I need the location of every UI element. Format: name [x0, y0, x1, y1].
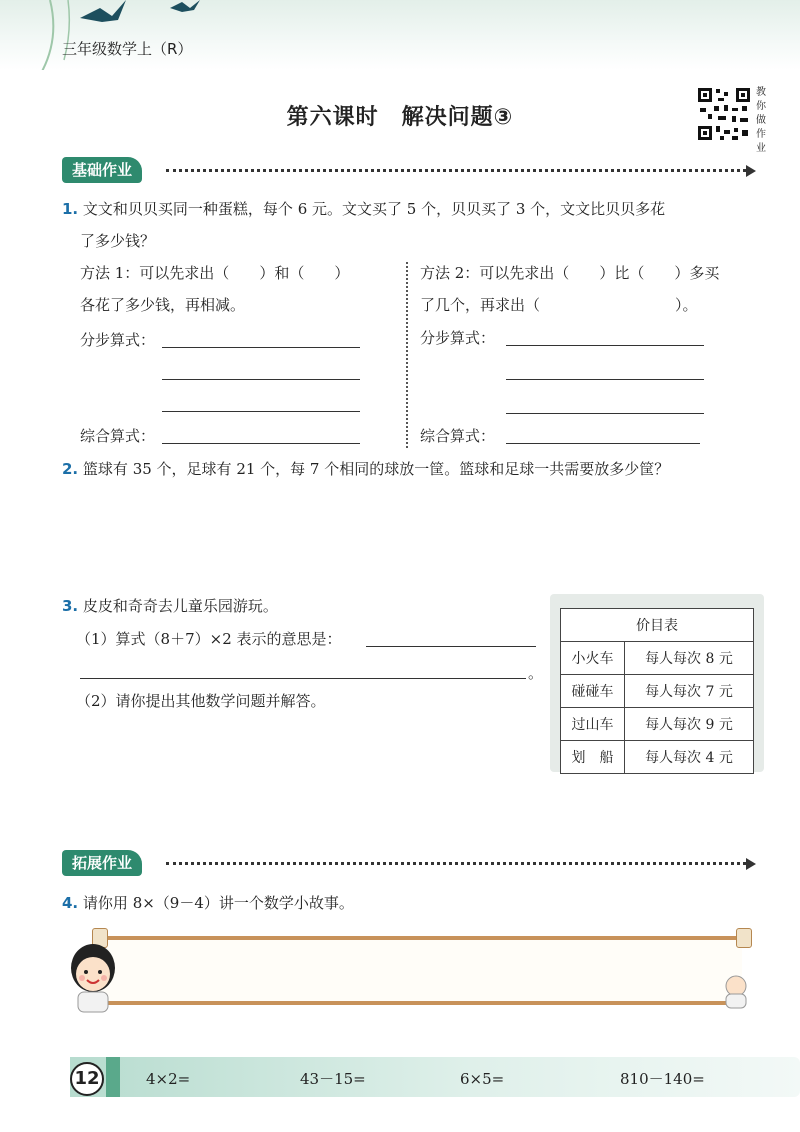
page-number: 12: [70, 1062, 104, 1096]
method1-line1: 方法 1：可以先求出（ ）和（ ）: [80, 264, 350, 282]
q4-line: [62, 892, 354, 914]
grade-label: 三年级数学上（R）: [62, 40, 193, 58]
q2-line: [62, 458, 774, 480]
method1-step-line[interactable]: [162, 379, 360, 380]
q2-text: 篮球有 35 个，足球有 21 个，每 7 个相同的球放一筐。篮球和足球一共需要放多少筐？: [82, 460, 670, 478]
method2-step-line[interactable]: [506, 379, 704, 380]
method1-step-label: 分步算式：: [80, 331, 156, 349]
page-title: 第六课时 解决问题③: [286, 105, 514, 130]
question-number: 1.: [62, 200, 79, 218]
arrow-right-icon: [746, 165, 756, 177]
drill-exercise: 4×2=: [146, 1070, 191, 1088]
section-extended-tag: 拓展作业: [62, 850, 142, 876]
question-number: 3.: [62, 597, 79, 615]
method1-line2: 各花了多少钱，再相减。: [80, 296, 246, 314]
answer-scroll-area[interactable]: [100, 940, 742, 1001]
table-cell: 每人每次 7 元: [624, 675, 753, 708]
table-row: [561, 708, 754, 741]
method2-line1: 方法 2：可以先求出（ ）比（ ）多买: [420, 264, 720, 282]
q1-text: 文文和贝贝买同一种蛋糕，每个 6 元。文文买了 5 个，贝贝买了 3 个，文文比贝贝多花: [82, 200, 666, 218]
section-divider: [166, 169, 746, 172]
qr-caption: 教你做作业: [756, 87, 766, 154]
table-cell: 过山车: [561, 708, 625, 741]
table-cell: 每人每次 9 元: [624, 708, 753, 741]
table-row: [561, 675, 754, 708]
footer-accent-bar: [106, 1057, 120, 1097]
table-cell: 小火车: [561, 642, 625, 675]
swallow-decoration-icon: [20, 0, 220, 70]
method1-step-line[interactable]: [162, 411, 360, 412]
method1-combined-label: 综合算式：: [80, 427, 156, 445]
q1-line1: [62, 198, 774, 220]
q3-text: 皮皮和奇奇去儿童乐园游玩。: [82, 597, 278, 615]
section-divider: [166, 862, 746, 865]
question-number: 4.: [62, 894, 79, 912]
method2-line2: 了几个，再求出（ ）。: [420, 296, 698, 314]
q4-text: 请你用 8×（9－4）讲一个数学小故事。: [82, 894, 354, 912]
table-row: [561, 642, 754, 675]
question-number: 2.: [62, 460, 79, 478]
section-basic-tag: 基础作业: [62, 157, 142, 183]
q3-part1: （1）算式（8＋7）×2 表示的意思是：: [76, 630, 342, 648]
price-table-title: 价目表: [561, 609, 754, 642]
table-cell: 每人每次 4 元: [624, 741, 753, 774]
scroll-bottom-rod: [100, 1001, 742, 1005]
table-cell: 划 船: [561, 741, 625, 774]
child-character-icon: [66, 938, 120, 1014]
method1-step-line[interactable]: [162, 347, 360, 348]
method1-combined-line[interactable]: [162, 443, 360, 444]
q3-part2: （2）请你提出其他数学问题并解答。: [76, 692, 326, 710]
method-divider: [406, 262, 408, 448]
method2-combined-line[interactable]: [506, 443, 700, 444]
drill-exercise: 43－15=: [300, 1070, 366, 1088]
table-row: [561, 741, 754, 774]
q3-part1-end: 。: [528, 664, 544, 682]
drill-exercise: 810－140=: [620, 1070, 705, 1088]
method2-step-label: 分步算式：: [420, 329, 496, 347]
arrow-right-icon: [746, 858, 756, 870]
method2-combined-label: 综合算式：: [420, 427, 496, 445]
price-table: [560, 608, 754, 774]
q3-part1-line[interactable]: [366, 646, 536, 647]
q3-part1-line[interactable]: [80, 678, 526, 679]
small-character-icon: [718, 970, 754, 1010]
qr-code-icon[interactable]: [696, 86, 752, 142]
method2-step-line[interactable]: [506, 345, 704, 346]
drill-exercise: 6×5=: [460, 1070, 505, 1088]
table-cell: 每人每次 8 元: [624, 642, 753, 675]
scroll-cap: [736, 928, 752, 948]
q1-line2: 了多少钱？: [80, 232, 156, 250]
table-cell: 碰碰车: [561, 675, 625, 708]
method2-step-line[interactable]: [506, 413, 704, 414]
q3-line: [62, 595, 278, 617]
